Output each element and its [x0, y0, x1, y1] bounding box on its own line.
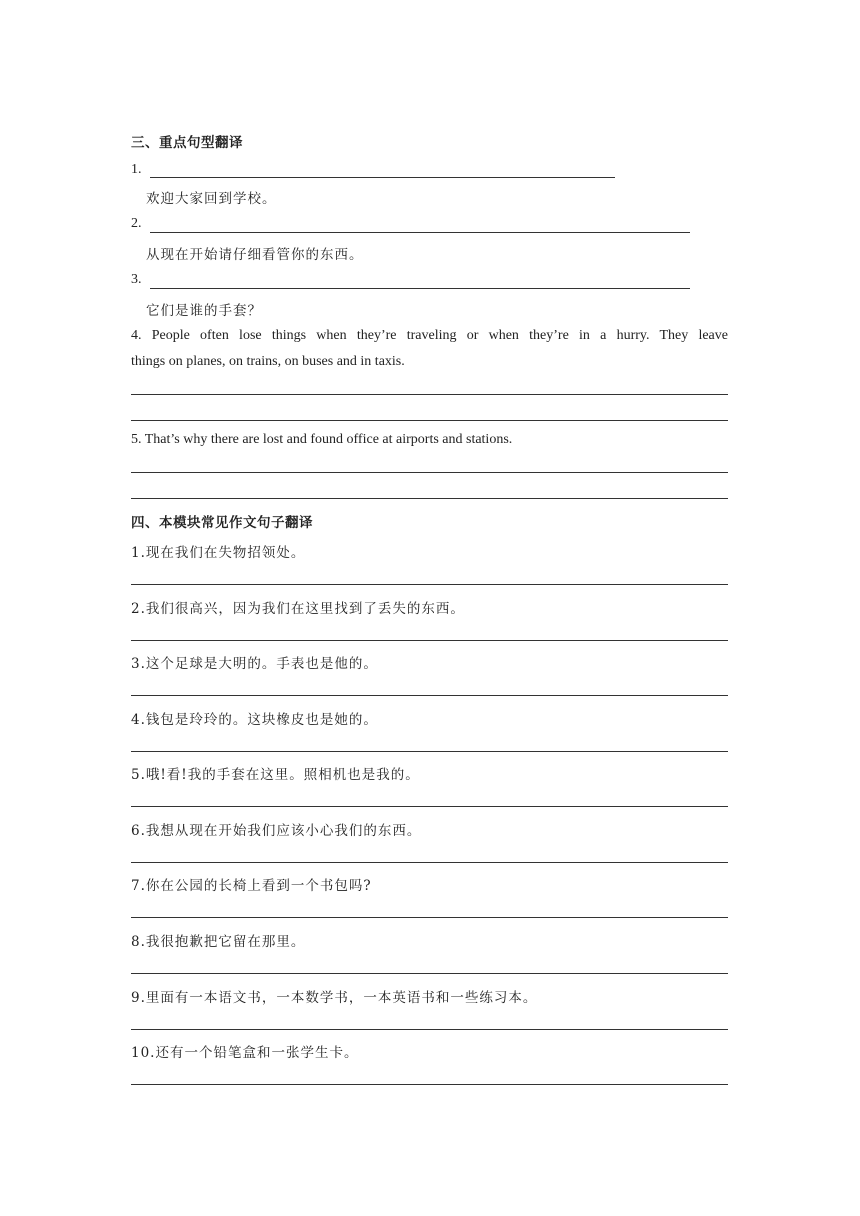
- s4-answer-line-3[interactable]: [131, 695, 728, 696]
- s4-answer-line-1[interactable]: [131, 584, 728, 585]
- answer-line-5b[interactable]: [131, 498, 728, 499]
- s4-answer-line-6[interactable]: [131, 862, 728, 863]
- answer-line-2[interactable]: [150, 232, 690, 233]
- s4-item-10: 10.还有一个铅笔盒和一张学生卡。: [131, 1045, 359, 1061]
- item-5-text: 5. That’s why there are lost and found office at airports and stations.: [131, 432, 513, 447]
- section-4-heading: 四、本模块常见作文句子翻译: [131, 515, 313, 531]
- s4-item-2: 2.我们很高兴，因为我们在这里找到了丢失的东西。: [131, 601, 465, 617]
- section-3-heading: 三、重点句型翻译: [131, 135, 243, 151]
- s4-item-4: 4.钱包是玲玲的。这块橡皮也是她的。: [131, 712, 378, 728]
- s4-item-5: 5.哦!看!我的手套在这里。照相机也是我的。: [131, 767, 420, 783]
- s4-answer-line-7[interactable]: [131, 917, 728, 918]
- s4-item-8: 8.我很抱歉把它留在那里。: [131, 934, 306, 950]
- s4-item-3: 3.这个足球是大明的。手表也是他的。: [131, 656, 378, 672]
- s4-item-9: 9.里面有一本语文书，一本数学书，一本英语书和一些练习本。: [131, 990, 538, 1006]
- item-2-number: 2.: [131, 216, 142, 231]
- item-1-chinese: 欢迎大家回到学校。: [146, 191, 277, 207]
- answer-line-3[interactable]: [150, 288, 690, 289]
- item-3-chinese: 它们是谁的手套？: [146, 303, 262, 319]
- s4-answer-line-9[interactable]: [131, 1029, 728, 1030]
- item-3-number: 3.: [131, 272, 142, 287]
- s4-answer-line-4[interactable]: [131, 751, 728, 752]
- s4-answer-line-10[interactable]: [131, 1084, 728, 1085]
- item-4-text-line-1: 4. People often lose things when they’re traveling or when they’re in a hurry. They leave: [131, 328, 728, 343]
- item-2-chinese: 从现在开始请仔细看管你的东西。: [146, 247, 364, 263]
- answer-line-1[interactable]: [150, 177, 615, 178]
- s4-item-1: 1.现在我们在失物招领处。: [131, 545, 306, 561]
- answer-line-4b[interactable]: [131, 420, 728, 421]
- s4-answer-line-5[interactable]: [131, 806, 728, 807]
- s4-answer-line-8[interactable]: [131, 973, 728, 974]
- item-1-number: 1.: [131, 162, 142, 177]
- item-4-text-line-2: things on planes, on trains, on buses and in taxis.: [131, 354, 405, 369]
- answer-line-4a[interactable]: [131, 394, 728, 395]
- s4-answer-line-2[interactable]: [131, 640, 728, 641]
- s4-item-7: 7.你在公园的长椅上看到一个书包吗?: [131, 878, 372, 894]
- answer-line-5a[interactable]: [131, 472, 728, 473]
- s4-item-6: 6.我想从现在开始我们应该小心我们的东西。: [131, 823, 422, 839]
